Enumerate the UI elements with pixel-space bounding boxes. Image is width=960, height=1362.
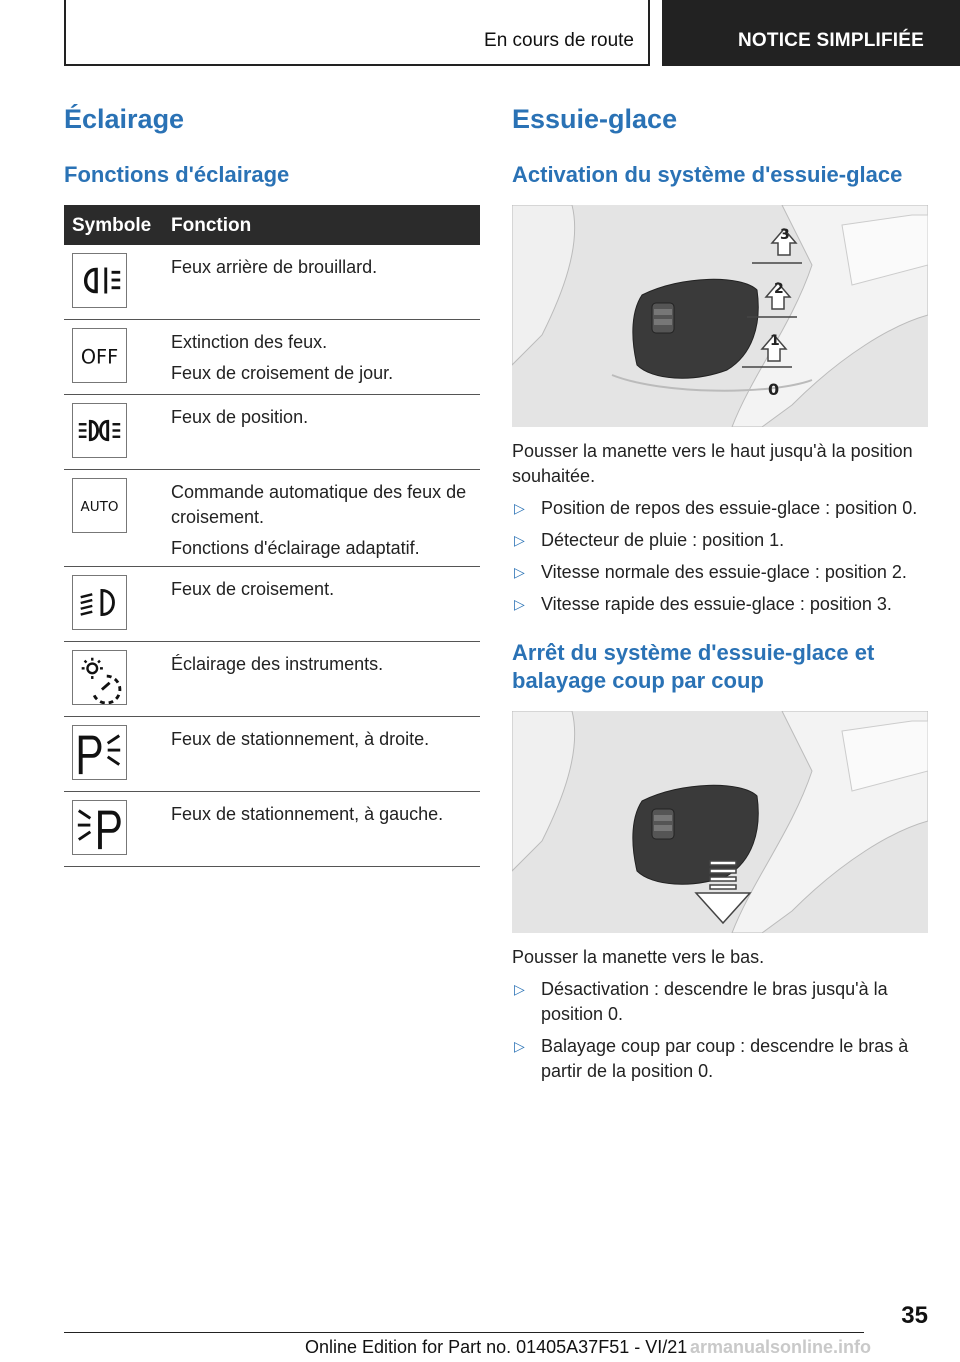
list-item: ▷ Vitesse normale des essuie-glace : position 2. — [512, 560, 928, 585]
triangle-bullet-icon: ▷ — [514, 1038, 525, 1054]
list-item: ▷ Détecteur de pluie : position 1. — [512, 528, 928, 553]
svg-text:3: 3 — [780, 227, 790, 243]
table-row — [64, 470, 480, 567]
list-item: ▷ Désactivation : descendre le bras jusqu'à la position 0. — [514, 979, 888, 1024]
function-description: Feux de stationnement, à droite. — [171, 729, 430, 749]
wiper-up-photo — [512, 205, 928, 427]
parking-light-right-icon — [72, 725, 127, 780]
heading-wiper-off: Arrêt du système d'essuie-glace et balayage coup par coup — [512, 640, 875, 693]
svg-text:1: 1 — [770, 333, 780, 349]
column-header-symbol: Symbole — [72, 215, 152, 236]
watermark: armanualsonline.info — [690, 1337, 872, 1357]
edition-note: Online Edition for Part no. 01405A37F51 - VI/21 — [305, 1337, 688, 1357]
triangle-bullet-icon: ▷ — [514, 981, 525, 997]
activation-list — [512, 496, 928, 617]
svg-text:0: 0 — [768, 380, 780, 399]
heading-wiper-activation: Activation du système d'essuie-glace — [512, 162, 903, 187]
off-list — [512, 977, 928, 1084]
wiper-column — [512, 104, 928, 1084]
function-description: Extinction des feux. Feux de croisement de jour. — [171, 332, 394, 383]
parking-light-left-icon — [72, 800, 127, 855]
page-title-lighting: Éclairage — [64, 104, 185, 134]
table-row — [64, 245, 480, 320]
list-item: ▷ Vitesse rapide des essuie-glace : position 3. — [512, 592, 928, 617]
chapter-tab — [662, 0, 960, 66]
table-row — [64, 792, 480, 867]
triangle-bullet-icon: ▷ — [514, 500, 525, 516]
column-header-function: Fonction — [171, 215, 252, 236]
wiper-down-photo — [512, 711, 928, 933]
triangle-bullet-icon: ▷ — [514, 596, 525, 612]
footer-divider — [64, 1332, 864, 1333]
section-label: En cours de route — [484, 30, 634, 51]
triangle-bullet-icon: ▷ — [514, 564, 525, 580]
function-description: Commande automatique des feux de croisement. Fonctions d'éclairage adaptatif. — [171, 482, 467, 558]
table-row — [64, 642, 480, 717]
svg-text:2: 2 — [774, 281, 784, 297]
function-description: Feux de position. — [171, 407, 309, 427]
off-intro: Pousser la manette vers le bas. — [512, 947, 765, 967]
page-title-wipers: Essuie-glace — [512, 104, 678, 134]
list-item: ▷ Position de repos des essuie-glace : position 0. — [512, 496, 928, 521]
table-row — [64, 395, 480, 470]
svg-text:OFF: OFF — [80, 345, 119, 369]
chapter-label: NOTICE SIMPLIFIÉE — [738, 30, 925, 51]
function-description: Feux de croisement. — [171, 579, 335, 599]
lighting-column — [64, 104, 480, 867]
svg-text:AUTO: AUTO — [80, 498, 119, 515]
page-header — [0, 0, 960, 66]
table-row — [64, 320, 480, 395]
table-row — [64, 567, 480, 642]
section-tab — [64, 0, 650, 66]
triangle-bullet-icon: ▷ — [514, 532, 525, 548]
rear-fog-light-icon — [72, 253, 127, 308]
function-description: Feux de stationnement, à gauche. — [171, 804, 444, 824]
table-row — [64, 717, 480, 792]
activation-intro: Pousser la manette vers le haut jusqu'à la position souhaitée. — [512, 441, 913, 486]
subtitle-lighting-functions: Fonctions d'éclairage — [64, 162, 290, 187]
function-description: Feux arrière de brouillard. — [171, 257, 378, 277]
low-beam-icon — [72, 575, 127, 630]
function-description: Éclairage des instruments. — [171, 654, 384, 674]
position-lights-icon — [72, 403, 127, 458]
off-icon — [72, 328, 127, 383]
instrument-lighting-icon — [72, 650, 127, 705]
table-header — [64, 205, 480, 245]
auto-icon — [72, 478, 127, 533]
list-item: ▷ Balayage coup par coup : descendre le bras à partir de la position 0. — [514, 1036, 909, 1081]
page-number: 35 — [901, 1302, 928, 1329]
